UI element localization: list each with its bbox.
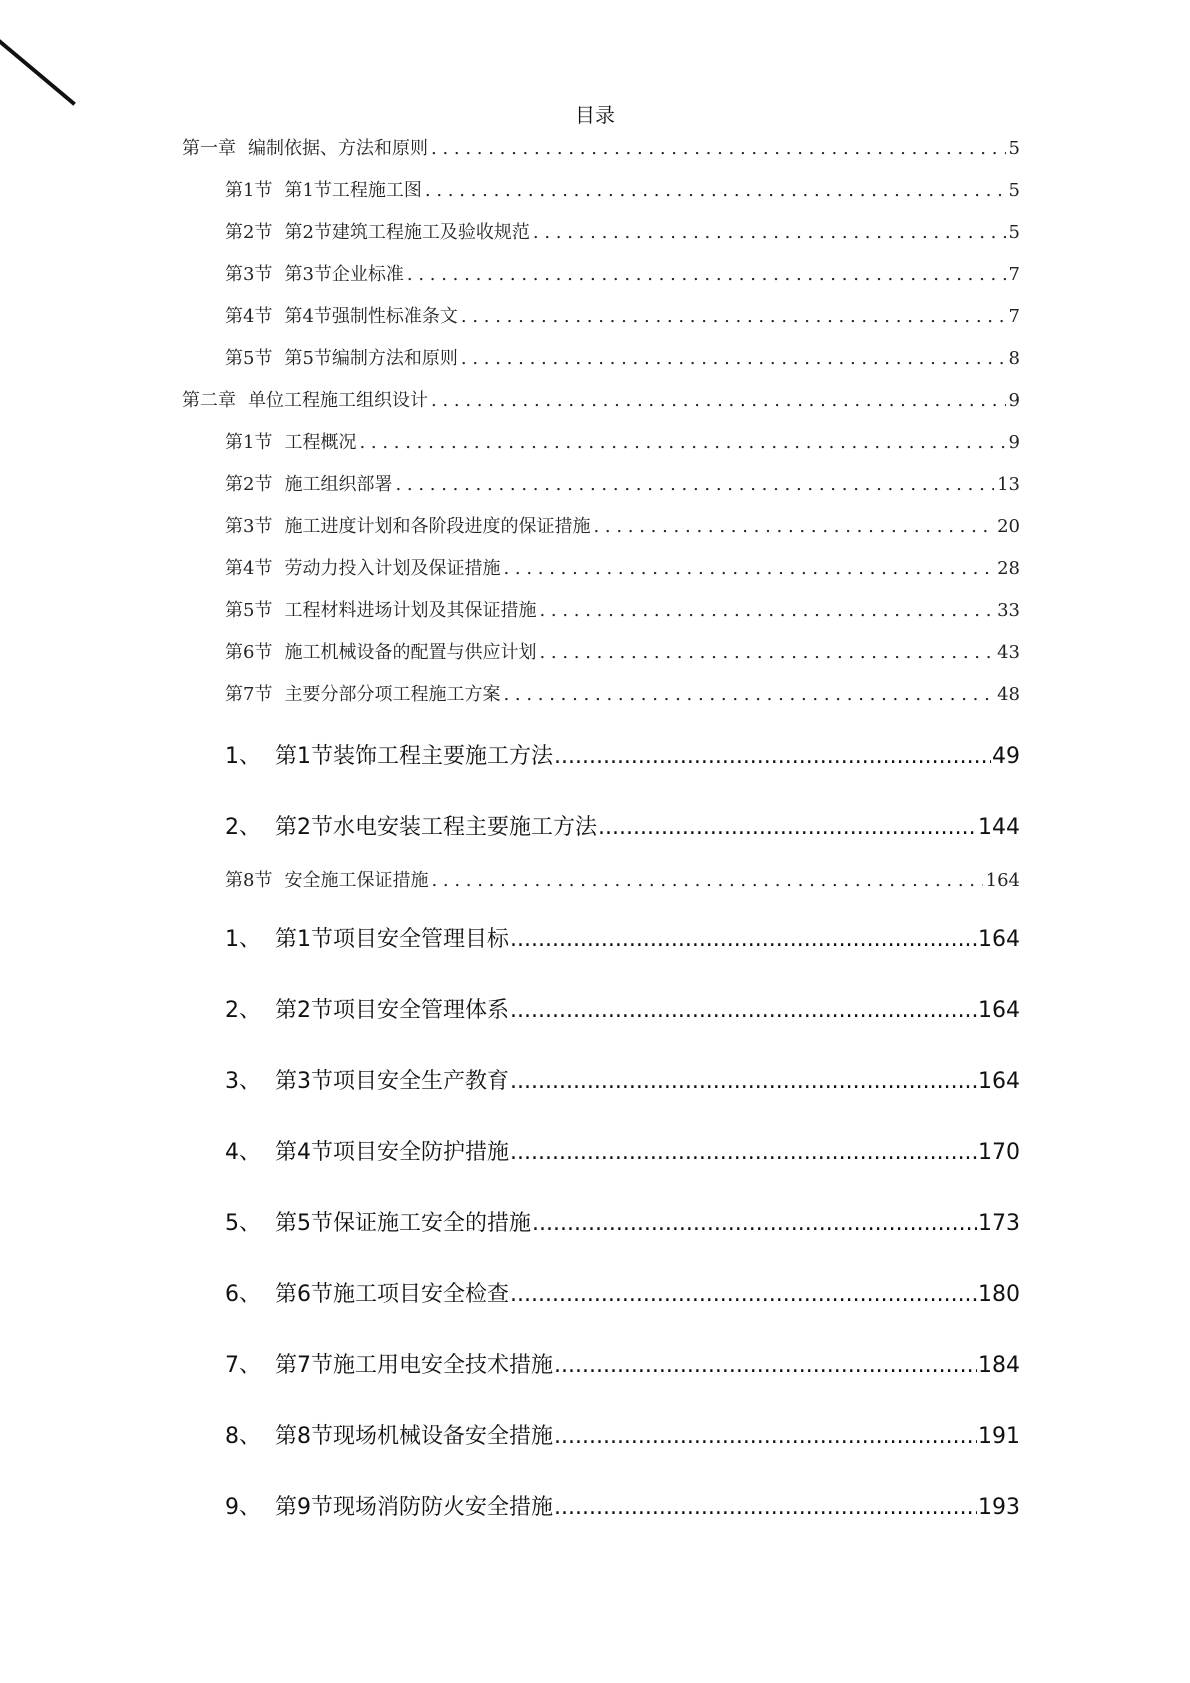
toc-entry-page: 7 bbox=[1008, 306, 1020, 327]
dot-leader bbox=[359, 432, 1005, 453]
toc-entry-page: 164 bbox=[978, 998, 1020, 1023]
toc-entry-prefix: 1、 bbox=[225, 927, 261, 952]
toc-entry[interactable] bbox=[225, 680, 1020, 706]
toc-title: 目录 bbox=[575, 103, 615, 127]
toc-entry-text: 第2节项目安全管理体系 bbox=[275, 998, 509, 1023]
toc-entry-text: 工程概况 bbox=[284, 432, 357, 453]
toc-entry-text: 第1节装饰工程主要施工方法 bbox=[275, 744, 553, 769]
toc-entry-prefix: 2、 bbox=[225, 815, 261, 840]
toc-entry-page: 193 bbox=[978, 1495, 1020, 1520]
dot-leader bbox=[431, 138, 1006, 159]
toc-entry-prefix: 第5节 bbox=[225, 600, 273, 621]
toc-entry-prefix: 第4节 bbox=[225, 306, 273, 327]
toc-entry-page: 8 bbox=[1008, 348, 1020, 369]
toc-entry[interactable] bbox=[225, 260, 1020, 286]
toc-entry-page: 164 bbox=[978, 927, 1020, 952]
toc-entry-page: 173 bbox=[978, 1211, 1020, 1236]
toc-entry[interactable] bbox=[225, 1135, 1020, 1166]
toc-entry-page: 5 bbox=[1008, 180, 1020, 201]
dot-leader bbox=[598, 815, 977, 840]
dot-leader bbox=[510, 1282, 977, 1307]
toc-entry[interactable] bbox=[225, 218, 1020, 244]
toc-entry[interactable] bbox=[225, 1206, 1020, 1237]
toc-entry-page: 28 bbox=[997, 558, 1020, 579]
toc-entry-prefix: 7、 bbox=[225, 1353, 261, 1378]
toc-entry-text: 施工组织部署 bbox=[284, 474, 393, 495]
dot-leader bbox=[554, 1495, 977, 1520]
dot-leader bbox=[461, 306, 1006, 327]
toc-entry-prefix: 6、 bbox=[225, 1282, 261, 1307]
toc-entry-page: 5 bbox=[1008, 138, 1020, 159]
toc-entry-prefix: 3、 bbox=[225, 1069, 261, 1094]
toc-entry-page: 13 bbox=[997, 474, 1020, 495]
toc-entry-page: 48 bbox=[997, 684, 1020, 705]
dot-leader bbox=[593, 516, 994, 537]
toc-entry-prefix: 1、 bbox=[225, 744, 261, 769]
toc-entry-text: 第3节项目安全生产教育 bbox=[275, 1069, 509, 1094]
toc-entry-prefix: 第二章 bbox=[182, 390, 236, 411]
toc-entry-text: 第4节强制性标准条文 bbox=[284, 306, 458, 327]
dot-leader bbox=[554, 1424, 977, 1449]
toc-entry[interactable] bbox=[225, 1277, 1020, 1308]
toc-entry-prefix: 4、 bbox=[225, 1140, 261, 1165]
toc-entry-page: 5 bbox=[1008, 222, 1020, 243]
dot-leader bbox=[395, 474, 994, 495]
dot-leader bbox=[539, 600, 994, 621]
dot-leader bbox=[539, 642, 994, 663]
toc-entry[interactable] bbox=[225, 554, 1020, 580]
toc-entry-text: 编制依据、方法和原则 bbox=[248, 138, 428, 159]
toc-entry-text: 第7节施工用电安全技术措施 bbox=[275, 1353, 553, 1378]
toc-entry-page: 184 bbox=[978, 1353, 1020, 1378]
toc-entry[interactable] bbox=[225, 1348, 1020, 1379]
toc-entry[interactable] bbox=[225, 1419, 1020, 1450]
toc-entry-page: 33 bbox=[997, 600, 1020, 621]
toc-entry-page: 191 bbox=[978, 1424, 1020, 1449]
toc-entry-text: 第9节现场消防防火安全措施 bbox=[275, 1495, 553, 1520]
dot-leader bbox=[532, 1211, 977, 1236]
toc-entry-page: 20 bbox=[997, 516, 1020, 537]
toc-entry-text: 第5节编制方法和原则 bbox=[284, 348, 458, 369]
toc-entry-text: 安全施工保证措施 bbox=[284, 870, 429, 891]
toc-entry[interactable] bbox=[225, 1064, 1020, 1095]
toc-entry[interactable] bbox=[225, 470, 1020, 496]
dot-leader bbox=[554, 744, 991, 769]
toc-entry-text: 第4节项目安全防护措施 bbox=[275, 1140, 509, 1165]
toc-entry-text: 第1节项目安全管理目标 bbox=[275, 927, 509, 952]
toc-entry-page: 144 bbox=[978, 815, 1020, 840]
toc-entry-prefix: 第8节 bbox=[225, 870, 273, 891]
toc-entry[interactable] bbox=[225, 1490, 1020, 1521]
toc-entry-prefix: 8、 bbox=[225, 1424, 261, 1449]
toc-entry-page: 9 bbox=[1008, 390, 1020, 411]
toc-entry-page: 49 bbox=[992, 744, 1020, 769]
dot-leader bbox=[554, 1353, 977, 1378]
toc-entry[interactable] bbox=[225, 302, 1020, 328]
toc-entry-text: 单位工程施工组织设计 bbox=[248, 390, 428, 411]
toc-entry[interactable] bbox=[225, 638, 1020, 664]
toc-entry-text: 第2节水电安装工程主要施工方法 bbox=[275, 815, 597, 840]
toc-entry-prefix: 第2节 bbox=[225, 222, 273, 243]
dot-leader bbox=[510, 1140, 977, 1165]
toc-entry-page: 170 bbox=[978, 1140, 1020, 1165]
toc-entry-prefix: 第5节 bbox=[225, 348, 273, 369]
toc-entry-text: 第3节企业标准 bbox=[284, 264, 404, 285]
toc-entry[interactable] bbox=[225, 993, 1020, 1024]
dot-leader bbox=[431, 390, 1006, 411]
toc-entry-prefix: 9、 bbox=[225, 1495, 261, 1520]
toc-entry-page: 164 bbox=[985, 870, 1020, 891]
toc-entry[interactable] bbox=[225, 512, 1020, 538]
toc-entry-prefix: 第一章 bbox=[182, 138, 236, 159]
toc-entry-text: 第2节建筑工程施工及验收规范 bbox=[284, 222, 530, 243]
toc-entry-text: 第6节施工项目安全检查 bbox=[275, 1282, 509, 1307]
toc-entry[interactable] bbox=[225, 810, 1020, 841]
toc-entry-prefix: 第3节 bbox=[225, 264, 273, 285]
toc-entry-text: 第5节保证施工安全的措施 bbox=[275, 1211, 531, 1236]
toc-entry-text: 劳动力投入计划及保证措施 bbox=[284, 558, 501, 579]
toc-entry-prefix: 2、 bbox=[225, 998, 261, 1023]
toc-entry-page: 164 bbox=[978, 1069, 1020, 1094]
toc-entry-prefix: 5、 bbox=[225, 1211, 261, 1236]
toc-entry[interactable] bbox=[225, 739, 1020, 770]
toc-entry-prefix: 第2节 bbox=[225, 474, 273, 495]
toc-entry-text: 施工机械设备的配置与供应计划 bbox=[284, 642, 537, 663]
toc-entry-page: 9 bbox=[1008, 432, 1020, 453]
dot-leader bbox=[407, 264, 1006, 285]
toc-entry-prefix: 第1节 bbox=[225, 180, 273, 201]
dot-leader bbox=[503, 684, 994, 705]
toc-entry[interactable] bbox=[182, 386, 1020, 412]
dot-leader bbox=[510, 998, 977, 1023]
toc-entry[interactable] bbox=[225, 596, 1020, 622]
toc-entry-prefix: 第4节 bbox=[225, 558, 273, 579]
toc-entry[interactable] bbox=[225, 922, 1020, 953]
toc-entry-prefix: 第7节 bbox=[225, 684, 273, 705]
dot-leader bbox=[533, 222, 1006, 243]
toc-entry[interactable] bbox=[225, 344, 1020, 370]
toc-entry[interactable] bbox=[225, 428, 1020, 454]
toc-entry-prefix: 第3节 bbox=[225, 516, 273, 537]
toc-entry[interactable] bbox=[225, 866, 1020, 892]
toc-entry-text: 第8节现场机械设备安全措施 bbox=[275, 1424, 553, 1449]
toc-entry-text: 施工进度计划和各阶段进度的保证措施 bbox=[284, 516, 591, 537]
toc-entry-text: 第1节工程施工图 bbox=[284, 180, 422, 201]
dot-leader bbox=[503, 558, 994, 579]
dot-leader bbox=[431, 870, 982, 891]
toc-entry-page: 180 bbox=[978, 1282, 1020, 1307]
dot-leader bbox=[425, 180, 1006, 201]
toc-entry-text: 工程材料进场计划及其保证措施 bbox=[284, 600, 537, 621]
dot-leader bbox=[510, 927, 977, 952]
toc-entry-prefix: 第1节 bbox=[225, 432, 273, 453]
toc-entry[interactable] bbox=[182, 134, 1020, 160]
toc-entry[interactable] bbox=[225, 176, 1020, 202]
toc-entry-prefix: 第6节 bbox=[225, 642, 273, 663]
dot-leader bbox=[461, 348, 1006, 369]
dot-leader bbox=[510, 1069, 977, 1094]
toc-entry-text: 主要分部分项工程施工方案 bbox=[284, 684, 501, 705]
toc-entry-page: 43 bbox=[997, 642, 1020, 663]
toc-entry-page: 7 bbox=[1008, 264, 1020, 285]
